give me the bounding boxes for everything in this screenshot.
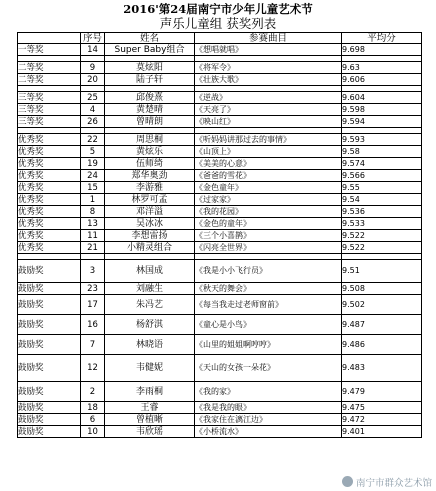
- watermark: [342, 475, 432, 488]
- name-cell: 吴冰冰: [105, 218, 195, 230]
- number-cell: 2: [81, 382, 105, 402]
- award-cell: 二等奖: [18, 62, 81, 74]
- song-cell: 《壮族大歌》: [195, 74, 342, 86]
- number-cell: 1: [81, 194, 105, 206]
- number-cell: 15: [81, 182, 105, 194]
- name-cell: 杨舒淇: [105, 315, 195, 335]
- table-header-row: [18, 33, 422, 44]
- number-cell: 20: [81, 74, 105, 86]
- name-cell: 李游雅: [105, 182, 195, 194]
- score-cell: 9.606: [342, 74, 422, 86]
- name-cell: 曾晴朗: [105, 116, 195, 128]
- score-cell: 9.479: [342, 382, 422, 402]
- header-number: 序号: [81, 33, 105, 44]
- name-cell: 韦健妮: [105, 355, 195, 382]
- name-cell: 伍师绮: [105, 158, 195, 170]
- song-cell: 《逆战》: [195, 92, 342, 104]
- song-cell: 《爸爸的雪花》: [195, 170, 342, 182]
- table-row: [18, 315, 422, 335]
- number-cell: 7: [81, 335, 105, 355]
- score-cell: 9.58: [342, 146, 422, 158]
- number-cell: 23: [81, 283, 105, 295]
- name-cell: 林罗可孟: [105, 194, 195, 206]
- score-cell: 9.54: [342, 194, 422, 206]
- number-cell: 8: [81, 206, 105, 218]
- score-cell: 9.55: [342, 182, 422, 194]
- table-row: [18, 44, 422, 56]
- page-title: 2016'第24届南宁市少年儿童艺术节: [123, 2, 313, 16]
- name-cell: 邓洋溢: [105, 206, 195, 218]
- number-cell: 22: [81, 134, 105, 146]
- score-cell: 9.536: [342, 206, 422, 218]
- song-cell: 《天山的女孩一朵花》: [195, 355, 342, 382]
- song-cell: 《秋天的舞会》: [195, 283, 342, 295]
- number-cell: 19: [81, 158, 105, 170]
- number-cell: 13: [81, 218, 105, 230]
- name-cell: 林晓语: [105, 335, 195, 355]
- award-cell: 鼓励奖: [18, 295, 81, 315]
- table-row: [18, 355, 422, 382]
- name-cell: 郑华奥劲: [105, 170, 195, 182]
- award-cell: 三等奖: [18, 92, 81, 104]
- table-row: [18, 295, 422, 315]
- song-cell: 《我家住在漓江边》: [195, 414, 342, 426]
- score-cell: 9.574: [342, 158, 422, 170]
- award-cell: 优秀奖: [18, 134, 81, 146]
- award-cell: 鼓励奖: [18, 426, 81, 438]
- award-cell: 鼓励奖: [18, 283, 81, 295]
- number-cell: 24: [81, 170, 105, 182]
- table-row: [18, 402, 422, 414]
- header-song: 参赛曲目: [195, 33, 342, 44]
- score-cell: 9.594: [342, 116, 422, 128]
- number-cell: 18: [81, 402, 105, 414]
- number-cell: 10: [81, 426, 105, 438]
- score-cell: 9.486: [342, 335, 422, 355]
- page-subtitle: 声乐儿童组 获奖列表: [159, 16, 277, 31]
- name-cell: 林国成: [105, 260, 195, 283]
- score-cell: 9.522: [342, 242, 422, 254]
- table-row: [18, 182, 422, 194]
- award-cell: 优秀奖: [18, 146, 81, 158]
- award-cell: 优秀奖: [18, 194, 81, 206]
- number-cell: 11: [81, 230, 105, 242]
- score-cell: 9.472: [342, 414, 422, 426]
- score-cell: 9.698: [342, 44, 422, 56]
- name-cell: 黄楚晴: [105, 104, 195, 116]
- name-cell: 朱冯艺: [105, 295, 195, 315]
- award-cell: 鼓励奖: [18, 402, 81, 414]
- number-cell: 21: [81, 242, 105, 254]
- name-cell: 曾植晰: [105, 414, 195, 426]
- score-cell: 9.487: [342, 315, 422, 335]
- score-cell: 9.593: [342, 134, 422, 146]
- song-cell: 《山里的姐姐啊哼哼》: [195, 335, 342, 355]
- award-cell: 鼓励奖: [18, 335, 81, 355]
- score-cell: 9.522: [342, 230, 422, 242]
- award-cell: 优秀奖: [18, 182, 81, 194]
- name-cell: 邱俊熹: [105, 92, 195, 104]
- table-body: [18, 44, 422, 438]
- award-cell: 鼓励奖: [18, 315, 81, 335]
- number-cell: 6: [81, 414, 105, 426]
- score-cell: 9.502: [342, 295, 422, 315]
- song-cell: 《我的家》: [195, 382, 342, 402]
- table-row: [18, 74, 422, 86]
- award-cell: 优秀奖: [18, 230, 81, 242]
- song-cell: 《我是小小飞行员》: [195, 260, 342, 283]
- table-row: [18, 116, 422, 128]
- award-cell: 鼓励奖: [18, 382, 81, 402]
- table-row: [18, 414, 422, 426]
- number-cell: 14: [81, 44, 105, 56]
- song-cell: 《小桥流水》: [195, 426, 342, 438]
- table-row: [18, 426, 422, 438]
- table-row: [18, 134, 422, 146]
- award-cell: 鼓励奖: [18, 355, 81, 382]
- song-cell: 《我是我的眼》: [195, 402, 342, 414]
- score-cell: 9.401: [342, 426, 422, 438]
- song-cell: 《童心是小鸟》: [195, 315, 342, 335]
- song-cell: 《美美的心意》: [195, 158, 342, 170]
- name-cell: 韦欣瑶: [105, 426, 195, 438]
- number-cell: 3: [81, 260, 105, 283]
- song-cell: 《天亮了》: [195, 104, 342, 116]
- award-cell: 二等奖: [18, 74, 81, 86]
- number-cell: 9: [81, 62, 105, 74]
- wechat-icon: [342, 476, 353, 487]
- number-cell: 16: [81, 315, 105, 335]
- number-cell: 4: [81, 104, 105, 116]
- song-cell: 《我的花园》: [195, 206, 342, 218]
- name-cell: Super Baby组合: [105, 44, 195, 56]
- award-cell: 三等奖: [18, 104, 81, 116]
- song-cell: 《过家家》: [195, 194, 342, 206]
- header-award: [18, 33, 81, 44]
- table-row: [18, 283, 422, 295]
- table-row: [18, 158, 422, 170]
- award-cell: 优秀奖: [18, 170, 81, 182]
- award-cell: 优秀奖: [18, 242, 81, 254]
- score-cell: 9.51: [342, 260, 422, 283]
- score-cell: 9.483: [342, 355, 422, 382]
- song-cell: 《映山红》: [195, 116, 342, 128]
- award-cell: 优秀奖: [18, 158, 81, 170]
- header-score: 平均分: [342, 33, 422, 44]
- name-cell: 莫炫阳: [105, 62, 195, 74]
- table-row: [18, 230, 422, 242]
- number-cell: 17: [81, 295, 105, 315]
- awards-table: [17, 32, 422, 438]
- song-cell: 《闪亮全世界》: [195, 242, 342, 254]
- award-cell: 三等奖: [18, 116, 81, 128]
- award-cell: 优秀奖: [18, 206, 81, 218]
- award-cell: 鼓励奖: [18, 260, 81, 283]
- table-row: [18, 206, 422, 218]
- song-cell: 《想唱就唱》: [195, 44, 342, 56]
- table-row: [18, 146, 422, 158]
- score-cell: 9.475: [342, 402, 422, 414]
- score-cell: 9.604: [342, 92, 422, 104]
- score-cell: 9.508: [342, 283, 422, 295]
- table-row: [18, 170, 422, 182]
- score-cell: 9.598: [342, 104, 422, 116]
- table-row: [18, 104, 422, 116]
- name-cell: 李雨桐: [105, 382, 195, 402]
- award-cell: 优秀奖: [18, 218, 81, 230]
- watermark-text: 南宁市群众艺术馆: [355, 477, 432, 489]
- table-row: [18, 218, 422, 230]
- table-row: [18, 260, 422, 283]
- table-row: [18, 242, 422, 254]
- table-row: [18, 62, 422, 74]
- name-cell: 王睿: [105, 402, 195, 414]
- table-row: [18, 92, 422, 104]
- number-cell: 25: [81, 92, 105, 104]
- award-cell: 鼓励奖: [18, 414, 81, 426]
- song-cell: 《每当我走过老师窗前》: [195, 295, 342, 315]
- number-cell: 12: [81, 355, 105, 382]
- name-cell: 刘融生: [105, 283, 195, 295]
- table-row: [18, 335, 422, 355]
- song-cell: 《金色童年》: [195, 182, 342, 194]
- name-cell: 李想雷扬: [105, 230, 195, 242]
- number-cell: 26: [81, 116, 105, 128]
- song-cell: 《金色的童年》: [195, 218, 342, 230]
- name-cell: 小精灵组合: [105, 242, 195, 254]
- score-cell: 9.63: [342, 62, 422, 74]
- score-cell: 9.533: [342, 218, 422, 230]
- score-cell: 9.566: [342, 170, 422, 182]
- song-cell: 《三个小喜鹊》: [195, 230, 342, 242]
- name-cell: 黄炫乐: [105, 146, 195, 158]
- table-row: [18, 382, 422, 402]
- song-cell: 《听妈妈讲那过去的事情》: [195, 134, 342, 146]
- award-cell: 一等奖: [18, 44, 81, 56]
- name-cell: 陆子轩: [105, 74, 195, 86]
- header-name: 姓名: [105, 33, 195, 44]
- table-row: [18, 194, 422, 206]
- name-cell: 周思桐: [105, 134, 195, 146]
- number-cell: 5: [81, 146, 105, 158]
- song-cell: 《山顶上》: [195, 146, 342, 158]
- song-cell: 《将军令》: [195, 62, 342, 74]
